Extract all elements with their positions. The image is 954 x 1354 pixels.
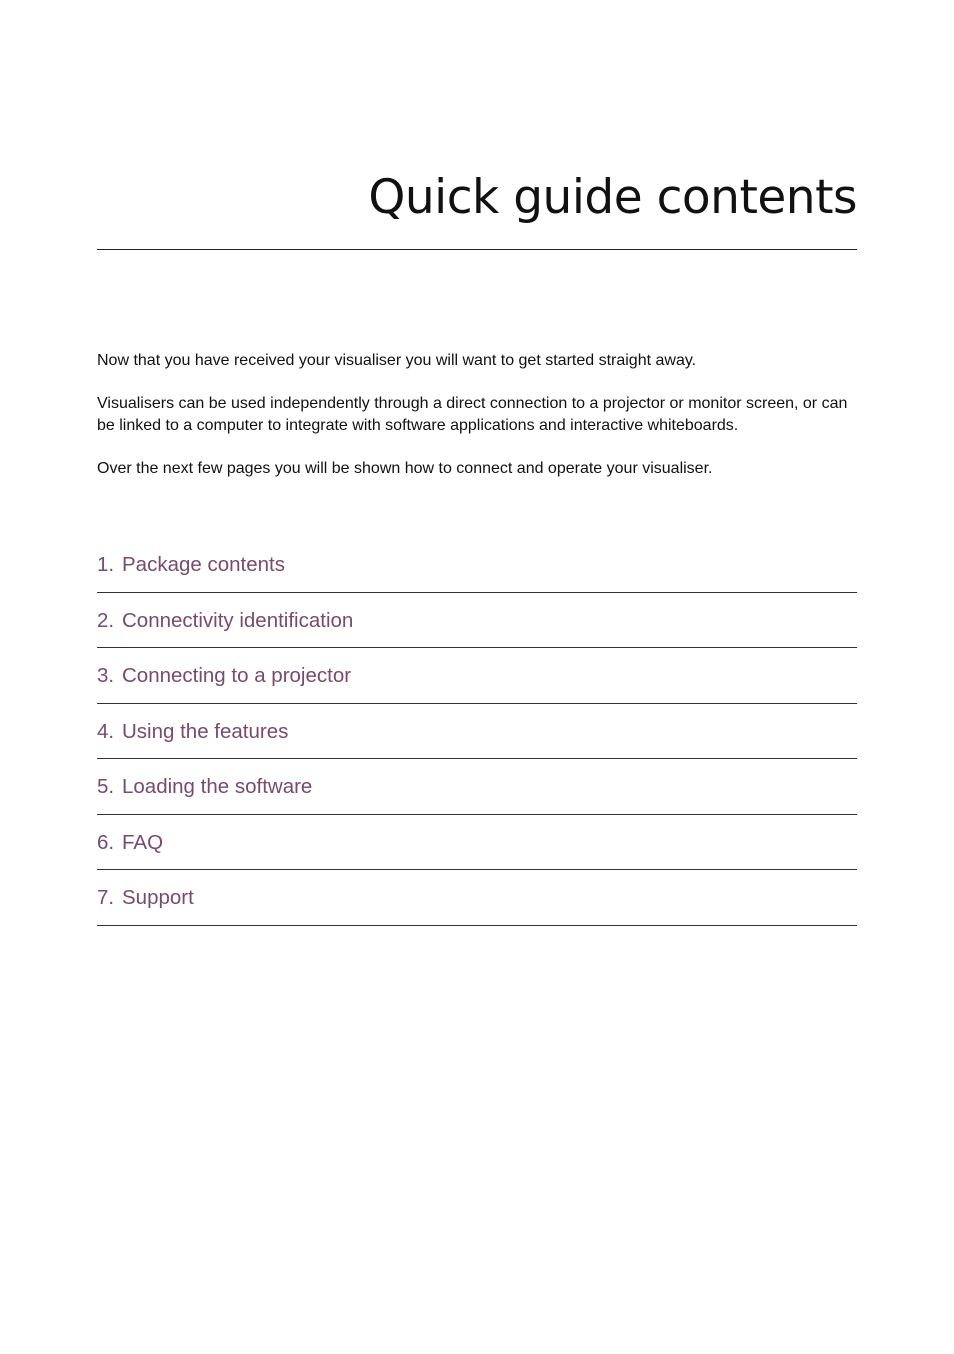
toc-item-number: 7. bbox=[97, 886, 115, 910]
toc-item-support[interactable] bbox=[97, 870, 857, 926]
toc-item-number: 4. bbox=[97, 719, 115, 743]
intro-paragraph: Visualisers can be used independently through a direct connection to a projector or monitor screen, or can be linked to a computer to integrate with software applications and interactive whiteboards. bbox=[97, 395, 848, 434]
toc-item-number: 6. bbox=[97, 830, 115, 854]
toc-item-label: Connecting to a projector bbox=[122, 664, 352, 688]
toc-item-using-features[interactable] bbox=[97, 704, 857, 760]
toc-item-loading-software[interactable] bbox=[97, 759, 857, 815]
toc-item-number: 5. bbox=[97, 775, 115, 799]
toc-item-number: 2. bbox=[97, 608, 115, 632]
toc-item-label: Package contents bbox=[122, 552, 285, 576]
toc-item-label: FAQ bbox=[122, 830, 164, 854]
toc-item-label: Loading the software bbox=[122, 775, 313, 799]
toc-item-connectivity-identification[interactable] bbox=[97, 593, 857, 649]
toc-item-package-contents[interactable] bbox=[97, 536, 857, 593]
toc-item-label: Using the features bbox=[122, 719, 289, 743]
toc-item-number: 3. bbox=[97, 664, 115, 688]
toc-item-label: Connectivity identification bbox=[122, 608, 354, 632]
toc-item-number: 1. bbox=[97, 552, 115, 576]
toc-item-faq[interactable] bbox=[97, 815, 857, 871]
intro-paragraph: Over the next few pages you will be shown how to connect and operate your visualiser. bbox=[97, 460, 713, 477]
toc-item-connecting-to-projector[interactable] bbox=[97, 648, 857, 704]
page-title: Quick guide contents bbox=[368, 170, 857, 225]
table-of-contents bbox=[97, 536, 857, 926]
intro-text bbox=[97, 350, 857, 501]
intro-paragraph: Now that you have received your visualiser you will want to get started straight away. bbox=[97, 352, 697, 369]
title-divider bbox=[97, 249, 857, 250]
toc-item-label: Support bbox=[122, 886, 194, 910]
document-page bbox=[97, 0, 857, 1354]
